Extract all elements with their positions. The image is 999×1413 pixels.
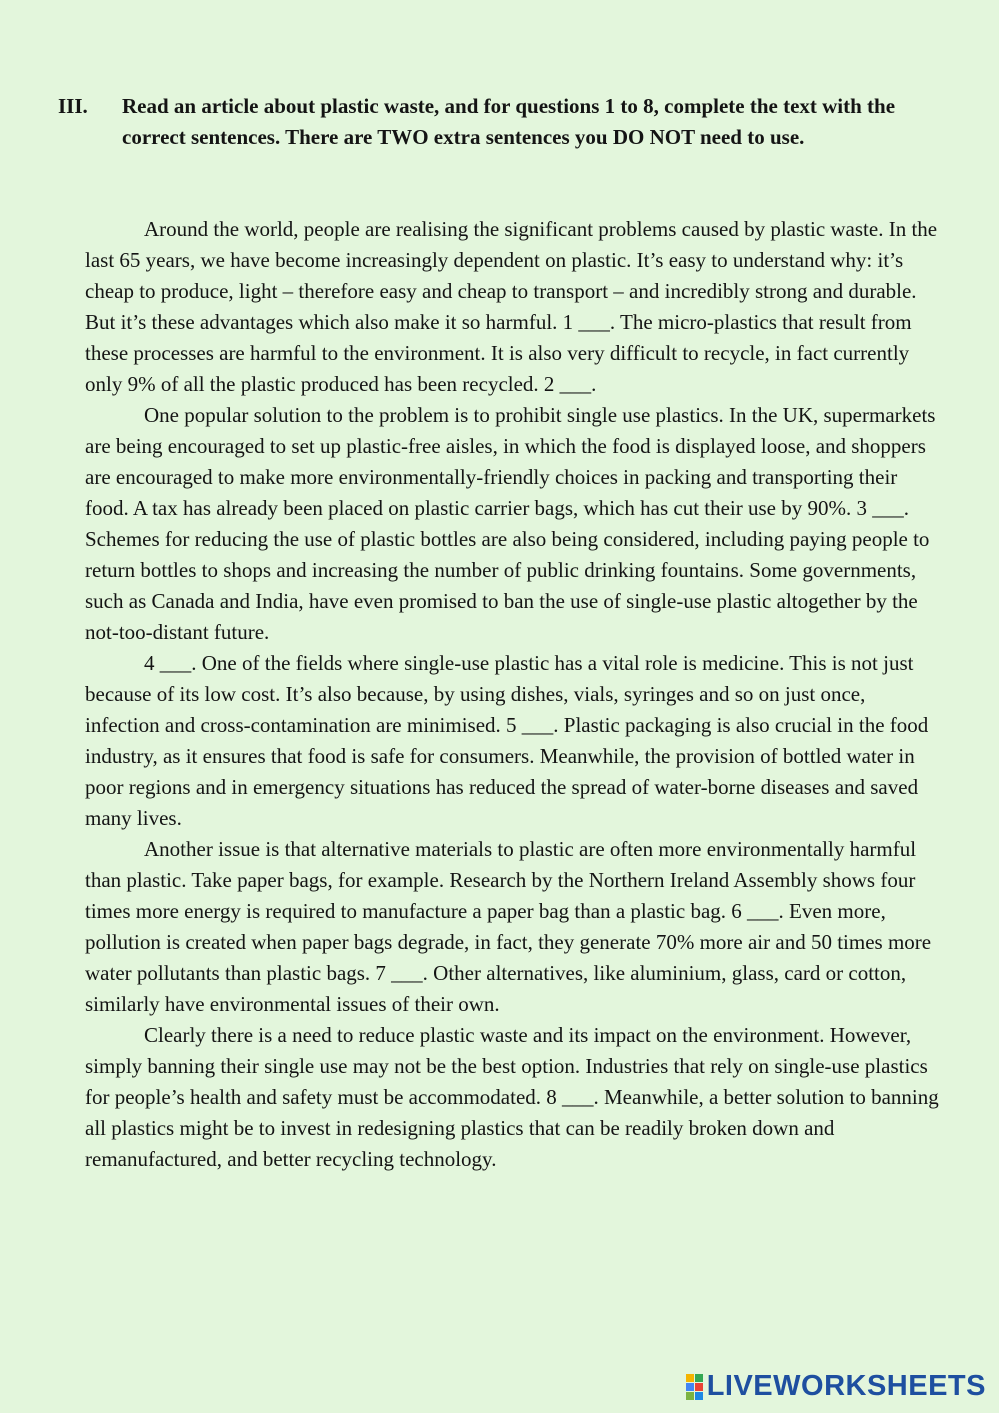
article-paragraph: Clearly there is a need to reduce plastic waste and its impact on the environment. However, simply banning their single use may not be the best option. Industries that rely on single-use plastics for people’s health and safety must be accommodated. 8 ___. Meanwhile, a better solution to banning all plastics might be to invest in redesigning plastics that can be readily broken down and remanufactured, and better recycling technology. bbox=[85, 1023, 939, 1171]
article-paragraph: 4 ___. One of the fields where single-use plastic has a vital role is medicine. This is not just because of its low cost. It’s also because, by using dishes, vials, syringes and so on just once, infection and cross-contamination are minimised. 5 ___. Plastic packaging is also crucial in the food industry, as it ensures that food is safe for consumers. Meanwhile, the provision of bottled water in poor regions and in emergency situations has reduced the spread of water-borne diseases and saved many lives. bbox=[85, 651, 929, 830]
article-paragraph: Another issue is that alternative materials to plastic are often more environmentally harmful than plastic. Take paper bags, for example. Research by the Northern Ireland Assembly shows four times more energy is required to manufacture a paper bag than a plastic bag. 6 ___. Even more, pollution is created when paper bags degrade, in fact, they generate 70% more air and 50 times more water pollutants than plastic bags. 7 ___. Other alternatives, like aluminium, glass, card or cotton, similarly have environmental issues of their own. bbox=[85, 837, 932, 1016]
task-instruction bbox=[58, 91, 948, 153]
logo-text: LIVEWORKSHEETS bbox=[706, 1370, 986, 1402]
logo-mark-icon bbox=[686, 1374, 703, 1400]
instruction-text: Read an article about plastic waste, and for questions 1 to 8, complete the text with the correct sentences. There are TWO extra sentences you DO NOT need to use. bbox=[122, 94, 896, 149]
liveworksheets-logo bbox=[686, 1370, 986, 1403]
article-body bbox=[85, 214, 945, 1175]
section-number: III. bbox=[58, 94, 88, 118]
article-paragraph: One popular solution to the problem is to prohibit single use plastics. In the UK, supermarkets are being encouraged to set up plastic-free aisles, in which the food is displayed loose, and shoppers are encouraged to make more environmentally-friendly choices in packing and transporting their food. A tax has already been placed on plastic carrier bags, which has cut their use by 90%. 3 ___. Schemes for reducing the use of plastic bottles are also being considered, including paying people to return bottles to shops and increasing the number of public drinking fountains. Some governments, such as Canada and India, have even promised to ban the use of single-use plastic altogether by the not-too-distant future. bbox=[85, 403, 936, 644]
article-paragraph: Around the world, people are realising the significant problems caused by plastic waste. In the last 65 years, we have become increasingly dependent on plastic. It’s easy to understand why: it’s cheap to produce, light – therefore easy and cheap to transport – and incredibly strong and durable. But it’s these advantages which also make it so harmful. 1 ___. The micro-plastics that result from these processes are harmful to the environment. It is also very difficult to recycle, in fact currently only 9% of all the plastic produced has been recycled. 2 ___. bbox=[85, 217, 938, 396]
